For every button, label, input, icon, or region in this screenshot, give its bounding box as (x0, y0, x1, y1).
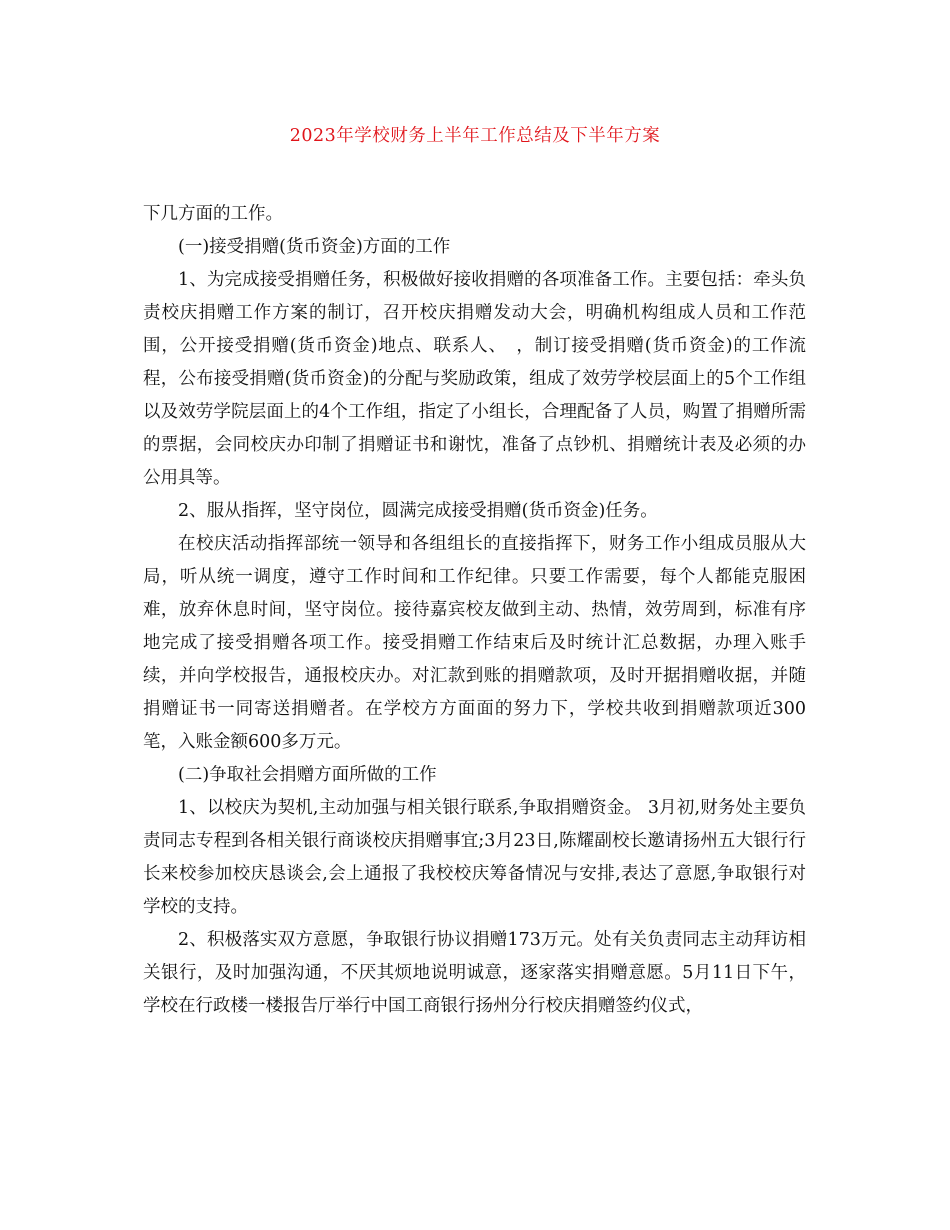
body-paragraph: 1、以校庆为契机,主动加强与相关银行联系,争取捐赠资金。 3月初,财务处主要负责同志专程到各相关银行商谈校庆捐赠事宜;3月23日,陈耀副校长邀请扬州五大银行行长来校参加校庆恳谈会,会上通报了我校校庆筹备情况与安排,表达了意愿,争取银行对学校的支持。 (143, 798, 806, 917)
document-body (143, 198, 806, 1023)
section-heading: (二)争取社会捐赠方面所做的工作 (178, 765, 437, 785)
body-paragraph: 1、为完成接受捐赠任务，积极做好接收捐赠的各项准备工作。主要包括：牵头负责校庆捐赠工作方案的制订，召开校庆捐赠发动大会，明确机构组成人员和工作范围，公开接受捐赠(货币资金)地点、联系人、 ，制订接受捐赠(货币资金)的工作流程，公布接受捐赠(货币资金)的分配与奖励政策，组成了效劳学校层面上的5个工作组以及效劳学院层面上的4个工作组，指定了小组长，合理配备了人员，购置了捐赠所需的票据，会同校庆办印制了捐赠证书和谢忱，准备了点钞机、捐赠统计表及必须的办公用具等。 (143, 270, 806, 488)
document-title: 2023年学校财务上半年工作总结及下半年方案 (289, 126, 661, 146)
section-heading: (一)接受捐赠(货币资金)方面的工作 (178, 237, 451, 257)
body-paragraph: 下几方面的工作。 (143, 204, 283, 224)
body-paragraph: 在校庆活动指挥部统一领导和各组组长的直接指挥下，财务工作小组成员服从大局，听从统一调度，遵守工作时间和工作纪律。只要工作需要，每个人都能克服困难，放弃休息时间，坚守岗位。接待嘉宾校友做到主动、热情，效劳周到，标准有序地完成了接受捐赠各项工作。接受捐赠工作结束后及时统计汇总数据，办理入账手续，并向学校报告，通报校庆办。对汇款到账的捐赠款项，及时开据捐赠收据，并随捐赠证书一同寄送捐赠者。在学校方方面面的努力下，学校共收到捐赠款项近300笔，入账金额600多万元。 (143, 534, 806, 752)
body-paragraph: 2、服从指挥，坚守岗位，圆满完成接受捐赠(货币资金)任务。 (178, 501, 658, 521)
body-paragraph: 2、积极落实双方意愿，争取银行协议捐赠173万元。处有关负责同志主动拜访相关银行，及时加强沟通，不厌其烦地说明诚意，逐家落实捐赠意愿。5月11日下午，学校在行政楼一楼报告厅举行中国工商银行扬州分行校庆捐赠签约仪式， (143, 930, 806, 1016)
